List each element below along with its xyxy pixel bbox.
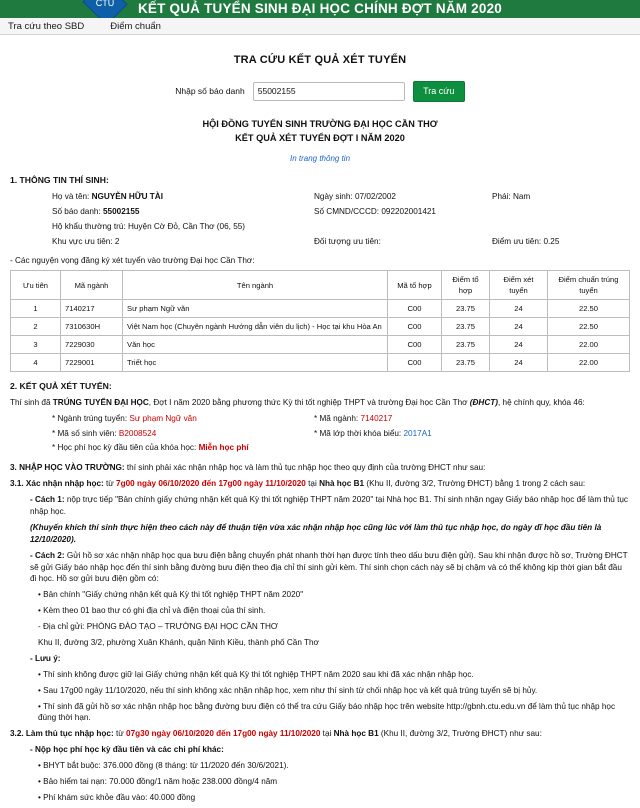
intro-end: , hệ chính quy, khóa 46:: [497, 397, 585, 407]
label-ma-nganh: * Mã ngành:: [314, 413, 359, 423]
value-hoc-phi: Miễn học phí: [198, 443, 249, 453]
intro-status: TRÚNG TUYỂN ĐẠI HỌC: [52, 397, 149, 407]
sub32-pre: từ: [113, 729, 127, 739]
section3-heading-rest: thí sinh phải xác nhận nhập học và làm thủ tục nhập học theo quy định của trường ĐHCT như sau:: [124, 463, 486, 473]
cell-diem-chuan: 22.00: [548, 354, 630, 372]
sub31-pre: từ: [103, 479, 117, 489]
label-sbd: Số báo danh:: [52, 206, 101, 216]
intro-pre: Thí sinh đã: [10, 397, 53, 407]
info-row: [492, 221, 630, 233]
mail-item: • Bản chính "Giấy chứng nhận kết quả Kỳ thi tốt nghiệp THPT năm 2020": [38, 590, 304, 600]
cell-ma-nganh: 7229030: [61, 336, 123, 354]
cell-uu-tien: 3: [11, 336, 61, 354]
cell-uu-tien: 1: [11, 300, 61, 318]
org-title-line1: HỘI ĐỒNG TUYỂN SINH TRƯỜNG ĐẠI HỌC CẦN THƠ: [202, 118, 438, 129]
cell-diem-chuan: 22.00: [548, 336, 630, 354]
menu-item-tra-cuu-sbd[interactable]: Tra cứu theo SBD: [8, 20, 85, 32]
col-header-uu-tien: Ưu tiên: [11, 271, 61, 300]
sub32-deadline: 07g30 ngày 06/10/2020 đến 17g00 ngày 11/10/2020: [126, 729, 321, 739]
col-header-ma-to-hop: Mã tổ hợp: [388, 271, 442, 300]
table-row: [11, 354, 630, 372]
cach1-label: - Cách 1:: [30, 495, 65, 505]
search-button[interactable]: Tra cứu: [413, 81, 465, 102]
sub32-label: 3.2. Làm thủ tục nhập học:: [10, 729, 114, 739]
intro-abbrev: (ĐHCT): [469, 397, 498, 407]
cell-ten-nganh: Sư phạm Ngữ văn: [123, 300, 388, 318]
info-row: [52, 221, 314, 233]
sub31-mid: tại: [305, 479, 320, 489]
label-cmnd: Số CMND/CCCD:: [314, 206, 380, 216]
sub32-post: (Khu II, đường 3/2, Trường ĐHCT) như sau:: [378, 729, 542, 739]
sub32-location: Nhà học B1: [333, 729, 379, 739]
cell-diem-xet-tuyen: 24: [490, 318, 548, 336]
info-row: [314, 191, 492, 203]
cell-diem-chuan: 22.50: [548, 300, 630, 318]
label-nganh-trung-tuyen: * Ngành trúng tuyển:: [52, 413, 128, 423]
cach2-text: Gửi hồ sơ xác nhận nhập học qua bưu điện bằng chuyển phát nhanh thời hạn được tính theo dấu bưu điện gửi). Sau khi nhận được hồ sơ, Trường ĐHCT sẽ gửi Giấy báo nhập học đến thí sinh bằng đường bưu điện theo địa chỉ thí sinh gửi kèm. Thí sinh chọn cách này sẽ bị chậm và có thể không kịp thời gian bắt đầu đi học. Hồ sơ gửi bưu điện gồm có:: [30, 550, 628, 584]
luu-y-item: • Thí sinh không được giữ lại Giấy chứng nhận kết quả Kỳ thi tốt nghiệp THPT năm 2020 sau khi đã xác nhận nhập học.: [38, 669, 474, 679]
section3-heading-label: 3. NHẬP HỌC VÀO TRƯỜNG:: [10, 463, 125, 473]
result-row: [52, 442, 314, 454]
cach-2: [10, 550, 630, 586]
value-diem-uu-tien: 0.25: [543, 236, 560, 246]
value-khu-vuc-uu-tien: 2: [114, 236, 120, 246]
info-row: [314, 206, 492, 218]
org-title-line2: KẾT QUẢ XÉT TUYỂN ĐỢT I NĂM 2020: [235, 133, 405, 144]
result-row: [52, 413, 314, 425]
cell-diem-to-hop: 23.75: [442, 318, 490, 336]
label-hoc-phi: * Học phí học kỳ đầu tiên của khóa học:: [52, 443, 197, 453]
info-row: [52, 236, 314, 248]
cell-ten-nganh: Triết học: [123, 354, 388, 372]
section3-heading: [10, 462, 630, 474]
info-row: [314, 221, 492, 233]
cach2-label: - Cách 2:: [30, 550, 65, 560]
fee-item: • Bảo hiểm tai nạn: 70.000 đồng/1 năm hoặc 238.000 đồng/4 năm: [38, 777, 278, 786]
label-ho-khau: Hộ khẩu thường trú:: [52, 221, 126, 231]
label-ngay-sinh: Ngày sinh:: [314, 191, 353, 201]
page-title: TRA CỨU KẾT QUẢ XÉT TUYỂN: [233, 54, 407, 66]
label-ho-ten: Họ và tên:: [52, 191, 90, 201]
lookup-form: [10, 81, 630, 102]
section2-heading: 2. KẾT QUẢ XÉT TUYỂN:: [10, 381, 112, 392]
info-row: [492, 236, 630, 248]
sub31-deadline: 7g00 ngày 06/10/2020 đến 17g00 ngày 11/10/2020: [116, 479, 306, 489]
value-ngay-sinh: 07/02/2002: [354, 191, 396, 201]
label-doi-tuong-uu-tien: Đối tượng ưu tiên:: [314, 236, 381, 246]
value-ma-nganh: 7140217: [360, 413, 393, 423]
result-row: [314, 428, 630, 440]
info-row: [492, 191, 630, 203]
cell-ma-nganh: 7140217: [61, 300, 123, 318]
col-header-diem-chuan: Điểm chuẩn trúng tuyển: [548, 271, 630, 300]
table-header-row: [11, 271, 630, 300]
fee-item: • Phí khám sức khỏe đầu vào: 40.000 đồng: [38, 792, 196, 802]
cell-uu-tien: 2: [11, 318, 61, 336]
mail-address-label: - Địa chỉ gửi: PHÒNG ĐÀO TẠO – TRƯỜNG ĐẠI HỌC CẦN THƠ: [38, 622, 278, 632]
cell-diem-xet-tuyen: 24: [490, 336, 548, 354]
cell-diem-to-hop: 23.75: [442, 354, 490, 372]
section3-1: [10, 478, 630, 490]
mail-address-detail: Khu II, đường 3/2, phường Xuân Khánh, quận Ninh Kiều, thành phố Cần Thơ: [38, 637, 319, 647]
label-phai: Phái:: [492, 191, 511, 201]
result-detail-grid: [10, 413, 630, 455]
search-input-label: Nhập số báo danh: [175, 86, 245, 97]
cach1-note: (Khuyến khích thí sinh thực hiện theo cách này để thuận tiện vừa xác nhận nhập học cũng lúc với làm thủ tục nhập học, do ngày dĩ học đầu tiên là 12/10/2020).: [30, 522, 602, 544]
mail-item: • Kèm theo 01 bao thư có ghi địa chỉ và điện thoại của thí sinh.: [38, 606, 266, 616]
cach1-text: nộp trực tiếp "Bản chính giấy chứng nhận kết quả Kỳ thi tốt nghiệp THPT năm 2020" tại Nhà học B1. Thí sinh nhận ngay Giấy báo nhập học để làm thủ tục nhập học.: [30, 495, 628, 516]
value-ma-lop-tkb: 2017A1: [403, 428, 432, 438]
value-ma-so-sinh-vien: B2008524: [118, 428, 157, 438]
value-ho-ten: NGUYỄN HỮU TÀI: [91, 191, 163, 201]
cell-ten-nganh: Văn học: [123, 336, 388, 354]
col-header-diem-to-hop: Điểm tổ hợp: [442, 271, 490, 300]
value-nganh-trung-tuyen: Sư phạm Ngữ văn: [129, 413, 197, 423]
sub31-label: 3.1. Xác nhận nhập học:: [10, 479, 104, 489]
cell-ma-nganh: 7229001: [61, 354, 123, 372]
section3-2: [10, 728, 630, 740]
value-sbd: 55002155: [103, 206, 140, 216]
label-ma-lop-tkb: * Mã lớp thời khóa biểu:: [314, 428, 402, 438]
print-page-link[interactable]: In trang thông tin: [289, 153, 351, 163]
sub31-post: (Khu II, đường 3/2, Trường ĐHCT) bằng 1 trong 2 cách sau:: [364, 479, 586, 489]
label-khu-vuc-uu-tien: Khu vực ưu tiên:: [52, 236, 113, 246]
wishes-table: [10, 270, 630, 372]
site-banner: [0, 0, 640, 18]
luu-y-label: - Lưu ý:: [30, 653, 61, 663]
university-logo-text: CTU: [95, 0, 115, 8]
fee-item: • BHYT bắt buộc: 376.000 đồng (8 tháng: từ 11/2020 đến 30/6/2021).: [38, 761, 289, 771]
col-header-ten-nganh: Tên ngành: [123, 271, 388, 300]
info-row: [314, 236, 492, 248]
fee-heading: - Nộp học phí học kỳ đầu tiên và các chi phí khác:: [30, 745, 224, 755]
label-ma-so-sinh-vien: * Mã số sinh viên:: [52, 428, 117, 438]
cell-uu-tien: 4: [11, 354, 61, 372]
cell-ma-nganh: 7310630H: [61, 318, 123, 336]
menu-item-diem-chuan[interactable]: Điểm chuẩn: [110, 20, 161, 32]
cell-ma-to-hop: C00: [388, 336, 442, 354]
cell-ten-nganh: Việt Nam học (Chuyên ngành Hướng dẫn viên du lịch) - Học tại khu Hòa An: [123, 318, 388, 336]
section2-intro: [10, 397, 630, 409]
banner-title: KẾT QUẢ TUYỂN SINH ĐẠI HỌC CHÍNH ĐỢT NĂM 2020: [137, 1, 503, 16]
result-row: [52, 428, 314, 440]
info-row: [52, 206, 314, 218]
col-header-diem-xet-tuyen: Điểm xét tuyển: [490, 271, 548, 300]
col-header-ma-nganh: Mã ngành: [61, 271, 123, 300]
page-content: [0, 53, 640, 804]
cell-diem-xet-tuyen: 24: [490, 300, 548, 318]
value-ho-khau: Huyện Cờ Đỏ, Cần Thơ (06, 55): [127, 221, 246, 231]
value-phai: Nam: [512, 191, 531, 201]
luu-y-item: • Sau 17g00 ngày 11/10/2020, nếu thí sinh không xác nhận nhập học, xem như thí sinh từ chối nhập học và kết quả trúng tuyển sẽ bị hủy.: [38, 685, 538, 695]
main-menu: [0, 18, 640, 35]
table-row: [11, 300, 630, 318]
result-row: [314, 413, 630, 425]
cell-diem-to-hop: 23.75: [442, 336, 490, 354]
table-row: [11, 336, 630, 354]
luu-y-item: • Thí sinh đã gửi hồ sơ xác nhận nhập học bằng đường bưu điện có thể tra cứu Giấy báo nhập học trên website http://gbnh.ctu.edu.vn để làm thủ tục nhập học đúng thời hạn.: [38, 701, 616, 723]
cell-ma-to-hop: C00: [388, 354, 442, 372]
search-input[interactable]: [253, 82, 405, 101]
table-row: [11, 318, 630, 336]
section1-heading: 1. THÔNG TIN THÍ SINH:: [10, 175, 109, 186]
sub32-mid: tại: [320, 729, 334, 739]
label-diem-uu-tien: Điểm ưu tiên:: [492, 236, 542, 246]
intro-post: , Đợt I năm 2020 bằng phương thức Kỳ thi tốt nghiệp THPT và trường Đại học Cần Thơ: [148, 397, 470, 407]
sub31-location: Nhà học B1: [319, 479, 365, 489]
cach-1: [10, 494, 630, 518]
cell-ma-to-hop: C00: [388, 300, 442, 318]
cell-diem-to-hop: 23.75: [442, 300, 490, 318]
cell-ma-to-hop: C00: [388, 318, 442, 336]
wishes-caption: - Các nguyện vọng đăng ký xét tuyển vào trường Đại học Cần Thơ:: [10, 256, 255, 266]
info-row: [52, 191, 314, 203]
value-cmnd: 092202001421: [381, 206, 436, 216]
info-row: [492, 206, 630, 218]
result-row: [314, 442, 630, 454]
cell-diem-chuan: 22.50: [548, 318, 630, 336]
cell-diem-xet-tuyen: 24: [490, 354, 548, 372]
candidate-info-grid: [10, 191, 630, 248]
